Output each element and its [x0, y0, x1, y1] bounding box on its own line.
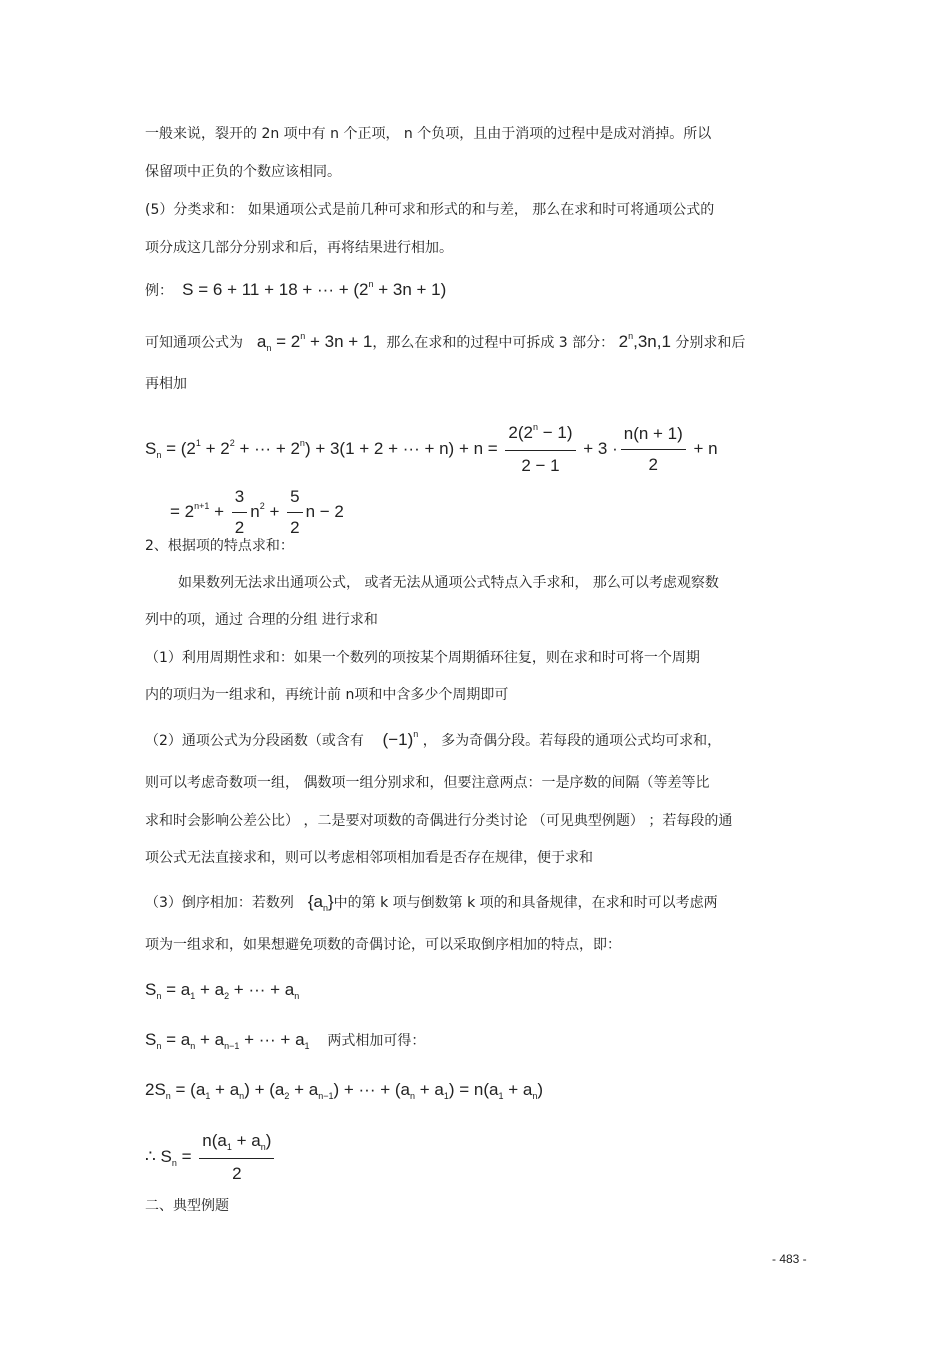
formula: $S_n = a_1 + a_2$ + ··· + $a_n$: [145, 980, 300, 1001]
page-number: - 483 -: [772, 1252, 807, 1266]
formula: $\{a_n\}$: [298, 892, 334, 913]
text-seg: ，那么在求和的过程中可拆成 3 部分：: [372, 335, 615, 351]
text-seg: ， 多为奇偶分段。若每段的通项公式均可求和，: [422, 733, 722, 749]
example-line: [145, 280, 446, 302]
formula: 2$^n$,3n,1: [618, 331, 671, 351]
text-line: 列中的项，通过 合理的分组 进行求和: [145, 612, 378, 628]
formula: $S_n = a_n + a_{n-1}$ + ··· + $a_1$: [145, 1030, 310, 1051]
formula: $2S_n = (a_1 + a_n) + (a_2 + a_{n-1})$ + ··· + $(a_n + a_1) = n(a_1 + a_n)$: [145, 1080, 544, 1101]
text-line: 则可以考虑奇数项一组， 偶数项一组分别求和，但要注意两点：一是序数的间隔（等差等比: [145, 775, 710, 791]
text-line: [145, 1030, 425, 1052]
text-line: 保留项中正负的个数应该相同。: [145, 164, 341, 180]
text-line: （1）利用周期性求和：如果一个数列的项按某个周期循环往复，则在求和时可将一个周期: [145, 650, 700, 666]
text-line: 项分成这几部分分别求和后，再将结果进行相加。: [145, 240, 453, 256]
section-heading: 二、典型例题: [145, 1198, 229, 1214]
formula: $a_n = 2^n + 3n + 1$: [247, 331, 373, 353]
text-seg: 中的第 k 项与倒数第 k 项的和具备规律，在求和时可以考虑两: [333, 895, 718, 911]
text-line: 项公式无法直接求和，则可以考虑相邻项相加看是否存在规律，便于求和: [145, 850, 593, 866]
example-label: 例：: [145, 283, 173, 299]
text-line: 一般来说，裂开的 2n 项中有 n 个正项， n 个负项，且由于消项的过程中是成对消掉。所以: [145, 126, 712, 142]
text-line: 内的项归为一组求和，再统计前 n项和中含多少个周期即可: [145, 687, 509, 703]
formula-result: = $2^{n+1}$ + $\frac{3}{2}$ $n^2$ + $\frac{5}{2}$ n − 2: [170, 484, 344, 541]
text-line: [145, 730, 721, 752]
section-heading: 2、根据项的特点求和：: [145, 538, 294, 554]
formula: S = 6 + 11 + 18 + ··· + $(2^n + 3n + 1)$: [177, 279, 447, 299]
formula: ∴ $S_n$ = $\frac{n(a_1 + a_n)}{2}$: [145, 1128, 277, 1187]
text-seg: 分别求和后: [675, 335, 746, 351]
text-seg: （3）倒序相加：若数列: [145, 895, 294, 911]
text-line: [145, 332, 745, 354]
text-line: 如果数列无法求出通项公式， 或者无法从通项公式特点入手求和， 那么可以考虑观察数: [178, 575, 719, 591]
text-line: (5）分类求和： 如果通项公式是前几种可求和形式的和与差， 那么在求和时可将通项公式的: [145, 202, 715, 218]
formula-sum: $S_n = (2^1 + 2^2$ + ··· + $2^n) + 3(1 + 2$ + ··· + n) + n = $\frac{2(2^n - 1)}{2 - 1}$ + 3 · $\frac{n(n + 1)}{2}$ + n: [145, 422, 718, 475]
formula: $(-1)^n$: [368, 729, 419, 749]
text-line: 求和时会影响公差公比） ，二是要对项数的奇偶进行分类讨论 （可见典型例题） ；若每段的通: [145, 813, 733, 829]
text-seg: 两式相加可得：: [327, 1033, 426, 1049]
text-seg: （2）通项公式为分段函数（或含有: [145, 733, 364, 749]
text-line: 项为一组求和，如果想避免项数的奇偶讨论，可以采取倒序相加的特点，即：: [145, 937, 621, 953]
text-line: [145, 892, 718, 914]
text-line: 再相加: [145, 376, 187, 392]
text-seg: 可知通项公式为: [145, 335, 243, 351]
